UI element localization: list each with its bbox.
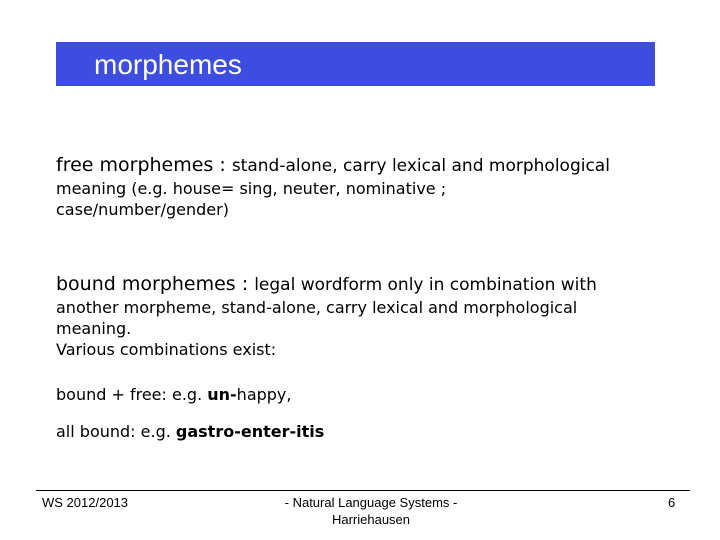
footer-semester: WS 2012/2013 [42, 495, 129, 510]
bound-morphemes-term: bound morphemes [56, 273, 236, 295]
example-bound-free [56, 384, 666, 405]
bound-morphemes-line-4: Various combinations exist: [56, 340, 277, 359]
footer-divider [36, 490, 690, 491]
free-morphemes-line-1 [56, 153, 666, 178]
example-bound-free-line [56, 384, 666, 405]
example-all-bound-bold: gastro-enter-itis [175, 422, 325, 441]
footer-page-number: 6 [668, 495, 676, 510]
bound-morphemes-line-1 [56, 272, 666, 297]
free-morphemes-separator: : [213, 154, 232, 176]
slide-title: morphemes [94, 49, 242, 80]
example-all-bound-line [56, 421, 666, 442]
example-bound-free-prefix: bound + free: e.g. [56, 385, 208, 404]
free-morphemes-line-2: meaning (e.g. house= sing, neuter, nominative ; [56, 179, 447, 198]
free-morphemes-definition: stand-alone, carry lexical and morphological [231, 156, 610, 176]
bound-morphemes-definition: legal wordform only in combination with [254, 275, 597, 295]
example-all-bound [56, 421, 666, 442]
free-morphemes-line-3: case/number/gender) [56, 200, 229, 219]
footer-course [256, 494, 486, 528]
title-bar [56, 42, 655, 86]
free-morphemes-paragraph [56, 153, 666, 220]
footer-course-line-1: - Natural Language Systems - [284, 495, 458, 510]
free-morphemes-term: free morphemes [56, 154, 214, 176]
bound-morphemes-line-2: another morpheme, stand-alone, carry lexical and morphological [56, 298, 578, 317]
bound-morphemes-separator: : [235, 273, 255, 295]
example-bound-free-bold: un- [207, 385, 237, 404]
example-all-bound-prefix: all bound: e.g. [56, 422, 176, 441]
bound-morphemes-line-3: meaning. [56, 319, 132, 338]
bound-morphemes-paragraph [56, 272, 666, 360]
footer-course-line-2: Harriehausen [331, 512, 411, 527]
example-bound-free-rest: happy, [236, 385, 292, 404]
